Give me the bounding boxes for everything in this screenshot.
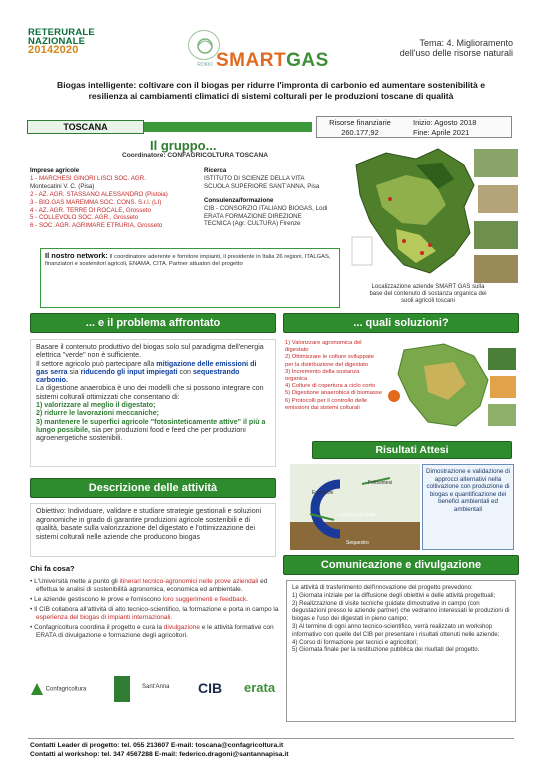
results-section-header: Risultati Attesi bbox=[312, 441, 512, 459]
list-item: • Le aziende gestiscono le prove e forniscono loro suggerimenti e feedback. bbox=[30, 596, 249, 603]
rete-rurale-logo: RETERURALE NAZIONALE 20142020 bbox=[28, 27, 95, 56]
communication-box: Le attività di trasferimento dell'innovazione del progetto prevedono: 1) Giornata iniziale per la diffusione degli obiettivi e delle attività progettuali; 2) Realizzazione di visite tecniche guidate dimostrative in campo (con degustazioni presso le aziende partner) che vedranno interessati le produzioni di biogas e l'uso dei digestati in pieno campo; 3) Al termine di ogni anno tecnico-scientifico, verrà realizzato un workshop informativo con quelle del CIB per presentare i risultati ottenuti nelle aziende; 4) Corso di formazione per tecnici e agricoltori; 5) Giornata finale per la restituzione pubblica dei risultati del progetto. bbox=[286, 580, 516, 722]
cib-logo: CIB bbox=[198, 680, 223, 696]
confagricoltura-logo: Confagricoltura bbox=[30, 682, 86, 696]
cycle-emission-label: Emissioni bbox=[312, 490, 334, 496]
chifa-list bbox=[30, 578, 280, 642]
list-item: • Il CIB collabora all'attività di alto tecnico-scientifico, la formazione e porta in campo la esperienza del biogas di impianti internazionali. bbox=[30, 606, 279, 621]
imprese-list: Imprese agricole 1 - MARCHESI GINORI LISCI SOC. AGR. Montecatini V. C. (Pisa) 2 - AZ. AGR. STASSANO ALESSANDRO (Pistoia) 3 - BIO.GAS MAREMMA SOC. CONS. S.r.l. (LI) 4 - AZ. AGR. TERRE DI ROCALE, Grosseto 5 - COLLEVOLO SOC. AGR., Grosseto 6 - SOC. AGR. AGRIMARE ETRURIA, Grosseto bbox=[30, 167, 168, 230]
list-item: • Confagricoltura coordina il progetto e cura la divulgazione e le attività formative con ERATA di divulgazione e formazione degli agricoltori. bbox=[30, 624, 274, 639]
problem-text: Basare il contenuto produttivo del biogas solo sul paradigma dell'energia elettrica "verde" non è sufficiente. Il settore agricolo può partecipare alla mitigazione delle emissioni di gas serra sia riducendo gli input impiegati con sequestrando carbonio. La digestione anaerobica è uno dei modelli che si possono integrare con sistemi colturali ottimizzati che consentano di: 1) valorizzare al meglio il digestato; 2) ridurre le lavorazioni meccaniche; 3) mantenere le superfici agricole "fotosinteticamente attive" il più a lungo possibile, sia per produzioni food e feed che per produzioni agroenergetiche sostenibili. bbox=[30, 339, 276, 467]
chifa-title: Chi fa cosa? bbox=[30, 564, 75, 573]
network-box: Il nostro network: Il coordinatore aderente e fornitore impianti, il presidente in Italia 26 regioni, ITALGAS, finanziatori e sostenitori agricoli, ENAMA, CITA. Partner attuatori del progetto bbox=[40, 248, 340, 308]
group-title: Il gruppo... bbox=[150, 138, 217, 153]
list-item: • L'Università mette a punto gli itinerari tecnico-agronomici nelle prove aziendali ed effettua le analisi di sostenibilità agronomica, economica ed ambientale. bbox=[30, 578, 268, 593]
problem-section-header: ... e il problema affrontato bbox=[30, 313, 276, 333]
solutions-section-header: ... quali soluzioni? bbox=[283, 313, 519, 333]
carbon-cycle-diagram bbox=[290, 464, 420, 550]
solutions-map-image bbox=[384, 340, 520, 432]
solutions-list: 1) Valorizzare agronomica del digestato 2) Ottimizzare le colture sviluppate per la distribuzione del digestato 3) Incremento della sostanza organica 4) Colture di copertura a ciclo corto 5) Digestione anaerobica di biomasse 6) Protocolli per il controllo delle emissioni dai sistemi colturali bbox=[285, 340, 382, 411]
erata-logo: erata bbox=[244, 680, 276, 695]
rokki-logo-caption: ROKKI bbox=[197, 62, 213, 68]
footer-divider bbox=[28, 738, 514, 739]
map-caption: Localizzazione aziende SMART GAS sulla base del contenuto di sostanza organica dei suoli agricoli toscani bbox=[369, 284, 487, 304]
tema-label: Tema: 4. Miglioramento dell'uso delle risorse naturali bbox=[399, 38, 513, 58]
results-box: Dimostrazione e validazione di approcci alternativi nella coltivazione con produzione di biogas e quantificazione dei benefici ambientali ed ambientali bbox=[422, 464, 514, 550]
description-section-header: Descrizione delle attività bbox=[30, 478, 276, 498]
communication-section-header: Comunicazione e divulgazione bbox=[283, 555, 519, 575]
smartgas-logo: SMARTGAS bbox=[216, 50, 329, 71]
region-label: TOSCANA bbox=[27, 120, 144, 134]
partner-logos bbox=[30, 676, 278, 704]
decorative-bar bbox=[144, 122, 312, 132]
cycle-carbon-label: Carbonio nel suolo bbox=[338, 512, 376, 517]
tuscany-map-image bbox=[346, 145, 522, 285]
ricerca-list: Ricerca ISTITUTO DI SCIENZE DELLA VITA SCUOLA SUPERIORE SANT'ANNA, Pisa Consulenza/formazione CIB - CONSORZIO ITALIANO BIOGAS, Lodi ERATA FORMAZIONE DIREZIONE TECNICA (Agr. CULTURA) Firenze bbox=[204, 167, 328, 228]
coordinator-label: Coordinatore: CONFAGRICOLTURA TOSCANA bbox=[122, 152, 269, 159]
santanna-logo: Sant'Anna bbox=[142, 684, 170, 690]
project-title: Biogas intelligente: coltivare con il biogas per ridurre l'impronta di carbonio ed aumentare sostenibilità e resilienza ai cambiamenti climatici di sistemi colturali per le produzioni toscane di qualità bbox=[56, 80, 485, 101]
resource-box: Risorse finanziarie 260.177,92 Inizio: Agosto 2018 Fine: Aprile 2021 bbox=[316, 116, 512, 138]
description-text: Obiettivo: Individuare, validare e studiare strategie gestionali e soluzioni agronomiche in grado di garantire produzioni agricole sostenibili e di qualità, basate sulla valorizzazione del digestato e l'ottimizzazione dei sistemi colturali nelle aziende che producono biogas bbox=[30, 503, 276, 557]
cycle-sequestration-label: Sequestro bbox=[346, 540, 369, 546]
contacts: Contatti Leader di progetto: tel. 055 213607 E-mail: toscana@confagricoltura.it Contatti al workshop: tel. 347 4567288 E-mail: federico.dragoni@santannapisa.it bbox=[30, 742, 289, 758]
cycle-photosynthesis-label: Fotosintesi bbox=[368, 480, 393, 486]
green-block-logo-icon bbox=[114, 676, 130, 702]
